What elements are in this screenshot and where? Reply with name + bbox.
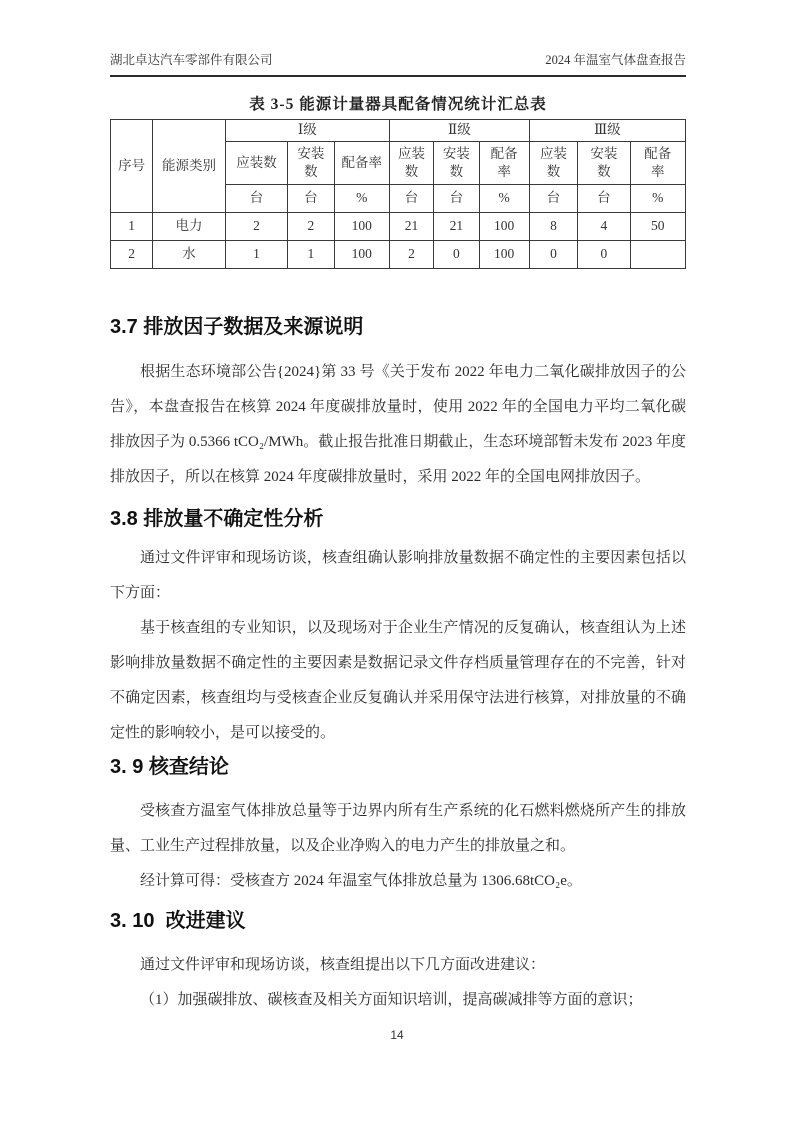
col-header-required-1: 应装数 xyxy=(225,142,287,185)
table-cell: 2 xyxy=(225,213,287,241)
table-cell: 21 xyxy=(389,213,433,241)
col-group-level-3: Ⅲ级 xyxy=(529,120,685,142)
table-cell: 1 xyxy=(288,241,334,269)
col-header-rate-1: 配备率 xyxy=(334,142,389,185)
paragraph: 基于核查组的专业知识，以及现场对于企业生产情况的反复确认，核查组认为上述影响排放量数据不确定性的主要因素是数据记录文件存档质量管理存在的不完善，针对不确定因素，核查组均与受核查企业反复确认并采用保守法进行核算，对排放量的不确定性的影响较小，是可以接受的。 xyxy=(110,620,686,741)
table-cell: 8 xyxy=(529,213,577,241)
table-title: 表 3-5 能源计量器具配备情况统计汇总表 xyxy=(249,96,547,113)
unit-cell: % xyxy=(479,185,529,213)
page-number: 14 xyxy=(390,1028,404,1042)
table-cell xyxy=(630,241,685,269)
unit-cell: % xyxy=(630,185,685,213)
col-header-seq: 序号 xyxy=(111,120,153,213)
section-heading-3-9: 3. 9 核查结论 xyxy=(110,756,229,778)
section-heading-3-7: 3.7 排放因子数据及来源说明 xyxy=(110,316,364,338)
col-header-rate-2: 配备率 xyxy=(479,142,529,185)
table-cell: 1 xyxy=(111,213,153,241)
col-group-level-1: Ⅰ级 xyxy=(225,120,389,142)
table-cell: 21 xyxy=(434,213,479,241)
unit-cell: 台 xyxy=(578,185,630,213)
table-row-water xyxy=(111,241,686,269)
table-cell: 4 xyxy=(578,213,630,241)
paragraph: （1）加强碳排放、碳核查及相关方面知识培训，提高碳减排等方面的意识； xyxy=(140,992,643,1008)
paragraph: 根据生态环境部公告{2024}第 33 号《关于发布 2022 年电力二氧化碳排放因子的公告》，本盘查报告在核算 2024 年度碳排放量时，使用 2022 年的全国电力平均二氧化碳排放因子为 0.5366 tCO₂/MWh。截止报告批准日期截止，生态环境部暂未发布 2023 年度排放因子，所以在核算 2024 年度碳排放量时，采用 2022 年的全国电网排放因子。 xyxy=(110,364,686,485)
unit-cell: % xyxy=(334,185,389,213)
table-cell: 100 xyxy=(334,241,389,269)
paragraph: 通过文件评审和现场访谈，核查组提出以下几方面改进建议： xyxy=(140,957,546,973)
unit-cell: 台 xyxy=(529,185,577,213)
col-header-installed-3: 安装数 xyxy=(578,142,630,185)
section-heading-3-8: 3.8 排放量不确定性分析 xyxy=(110,508,324,530)
unit-cell: 台 xyxy=(225,185,287,213)
table-cell: 2 xyxy=(288,213,334,241)
page-header xyxy=(110,50,686,77)
table-cell: 100 xyxy=(479,241,529,269)
header-report-title: 2024 年温室气体盘查报告 xyxy=(545,53,686,67)
col-header-required-2: 应装数 xyxy=(389,142,433,185)
energy-meter-table xyxy=(110,119,686,269)
col-header-required-3: 应装数 xyxy=(529,142,577,185)
header-company-name: 湖北卓达汽车零部件有限公司 xyxy=(110,53,273,67)
table-cell: 0 xyxy=(434,241,479,269)
section-heading-3-10: 3. 10 改进建议 xyxy=(110,910,246,932)
unit-cell: 台 xyxy=(434,185,479,213)
col-header-category: 能源类别 xyxy=(153,120,225,213)
table-cell: 50 xyxy=(630,213,685,241)
table-cell: 100 xyxy=(334,213,389,241)
table-cell: 2 xyxy=(111,241,153,269)
table-row-electricity xyxy=(111,213,686,241)
unit-cell: 台 xyxy=(389,185,433,213)
table-cell: 电力 xyxy=(153,213,225,241)
table-cell: 100 xyxy=(479,213,529,241)
paragraph: 受核查方温室气体排放总量等于边界内所有生产系统的化石燃料燃烧所产生的排放量、工业生产过程排放量，以及企业净购入的电力产生的排放量之和。 xyxy=(110,803,686,854)
unit-cell: 台 xyxy=(288,185,334,213)
table-cell: 0 xyxy=(578,241,630,269)
col-group-level-2: Ⅱ级 xyxy=(389,120,529,142)
col-header-rate-3: 配备率 xyxy=(630,142,685,185)
col-header-installed-2: 安装数 xyxy=(434,142,479,185)
table-cell: 水 xyxy=(153,241,225,269)
table-cell: 1 xyxy=(225,241,287,269)
table-cell: 2 xyxy=(389,241,433,269)
table-cell: 0 xyxy=(529,241,577,269)
col-header-installed-1: 安装数 xyxy=(288,142,334,185)
paragraph: 通过文件评审和现场访谈，核查组确认影响排放量数据不确定性的主要因素包括以下方面： xyxy=(110,550,686,601)
paragraph: 经计算可得：受核查方 2024 年温室气体排放总量为 1306.68tCO₂e。 xyxy=(140,873,582,889)
